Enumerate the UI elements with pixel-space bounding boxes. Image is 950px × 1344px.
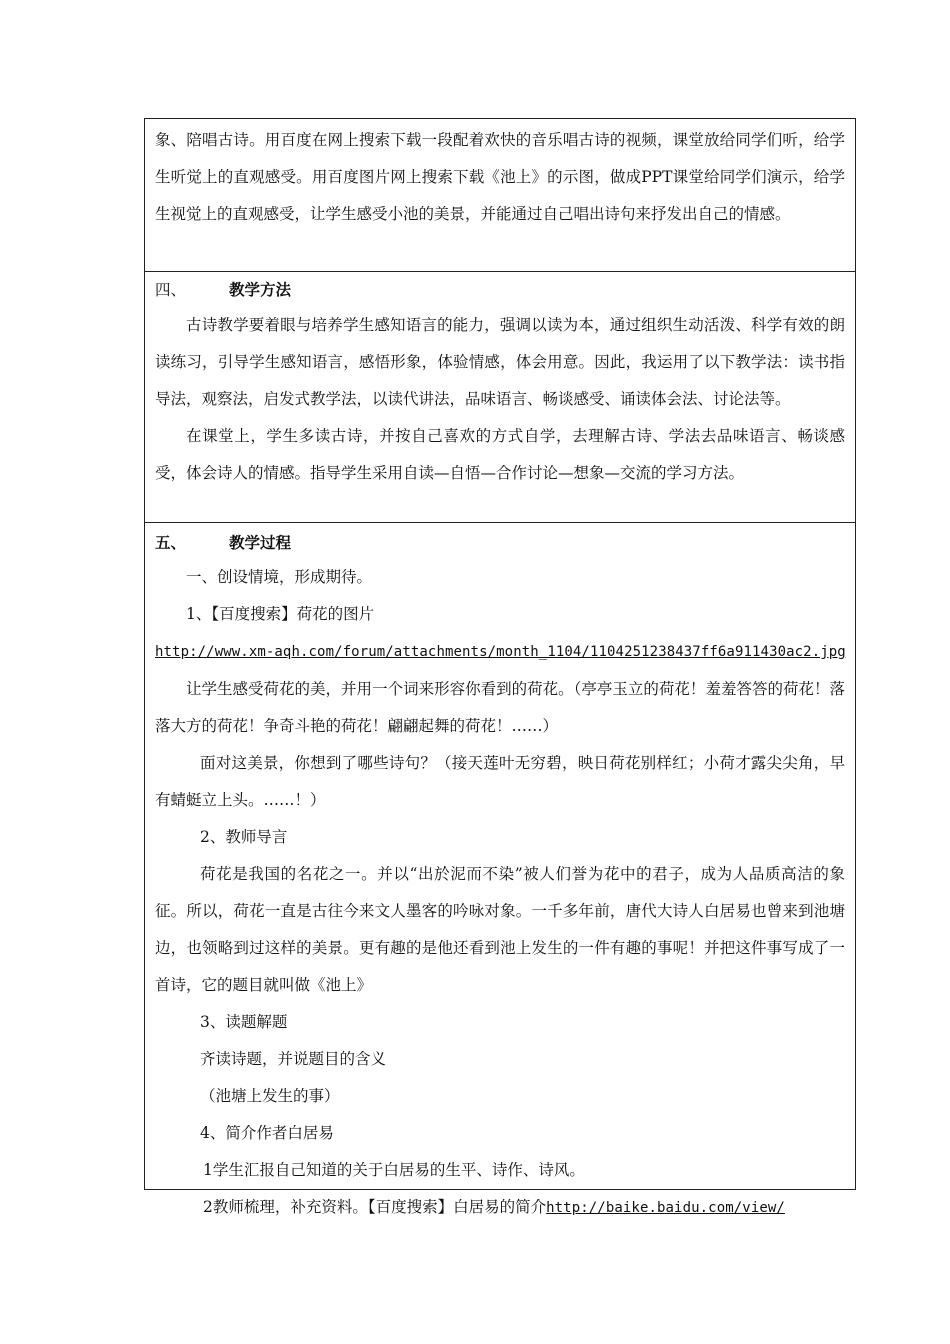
step4-line-1: 1学生汇报自己知道的关于白居易的生平、诗作、诗风。 [203, 1161, 585, 1179]
step1-1-label: 1、【百度搜索】荷花的图片 [186, 605, 375, 623]
section-process-cell [145, 523, 855, 1216]
section-methods-number: 四、 [155, 281, 187, 299]
step3-line-1: 齐读诗题，并说题目的含义 [200, 1050, 387, 1068]
section-methods-title: 教学方法 [229, 280, 292, 299]
step1-para-1: 让学生感受荷花的美，并用一个词来形容你看到的荷花。（亭亭玉立的荷花！羞羞答答的荷花！落落大方的荷花！争奇斗艳的荷花！翩翩起舞的荷花！……） [155, 680, 845, 735]
section-methods-para-1: 古诗教学要着眼与培养学生感知语言的能力，强调以读为本，通过组织生动活泼、科学有效的朗读练习，引导学生感知语言，感悟形象，体验情感，体会用意。因此，我运用了以下教学法：读书指导法，观察法，启发式教学法，以读代讲法，品味语言、畅谈感受、诵读体会法、讨论法等。 [155, 316, 845, 408]
step4-line-2 [155, 1189, 845, 1227]
step2-title: 2、教师导言 [200, 828, 288, 846]
section-process-heading [155, 526, 845, 559]
section-methods-heading [155, 273, 845, 307]
step3-line-2: （池塘上发生的事） [200, 1087, 340, 1105]
section-media-text: 象、陪唱古诗。用百度在网上搜索下载一段配着欢快的音乐唱古诗的视频，课堂放给同学们听，给学生听觉上的直观感受。用百度图片网上搜索下载《池上》的示图，做成PPT课堂给同学们演示，给学生视觉上的直观感受，让学生感受小池的美景，并能通过自己唱出诗句来抒发出自己的情感。 [155, 131, 845, 223]
section-process-title: 教学过程 [229, 533, 292, 552]
step1-title: 一、创设情境，形成期待。 [186, 568, 373, 586]
step4-line-2-text: 2教师梳理，补充资料。【百度搜索】白居易的简介 [203, 1198, 547, 1216]
step4-bio-link[interactable]: http://baike.baidu.com/view/ [546, 1200, 785, 1216]
step1-para-2: 面对这美景，你想到了哪些诗句？（接天莲叶无穷碧，映日荷花别样红；小荷才露尖尖角，早有蜻蜓立上头。……！） [155, 754, 845, 809]
step4-title: 4、简介作者白居易 [200, 1124, 334, 1142]
lesson-plan-table [144, 118, 856, 1216]
section-media-cell [145, 119, 855, 272]
section-methods-para-2: 在课堂上，学生多读古诗，并按自己喜欢的方式自学，去理解古诗、学法去品味语言、畅谈感受，体会诗人的情感。指导学生采用自读—自悟—合作讨论—想象—交流的学习方法。 [155, 427, 845, 482]
step2-para: 荷花是我国的名花之一。并以“出於泥而不染”被人们誉为花中的君子，成为人品质高洁的象征。所以，荷花一直是古往今来文人墨客的吟咏对象。一千多年前，唐代大诗人白居易也曾来到池塘边，也领略到过这样的美景。更有趣的是他还看到池上发生的一件有趣的事呢！并把这件事写成了一首诗，它的题目就叫做《池上》 [155, 865, 845, 994]
step3-title: 3、读题解题 [200, 1013, 288, 1031]
section-methods-cell [145, 272, 855, 523]
step1-link-line [155, 633, 845, 671]
step1-image-link[interactable]: http://www.xm-aqh.com/forum/attachments/month_1104/1104251238437ff6a911430ac2.jpg [155, 644, 846, 660]
section-process-number: 五、 [155, 533, 187, 552]
